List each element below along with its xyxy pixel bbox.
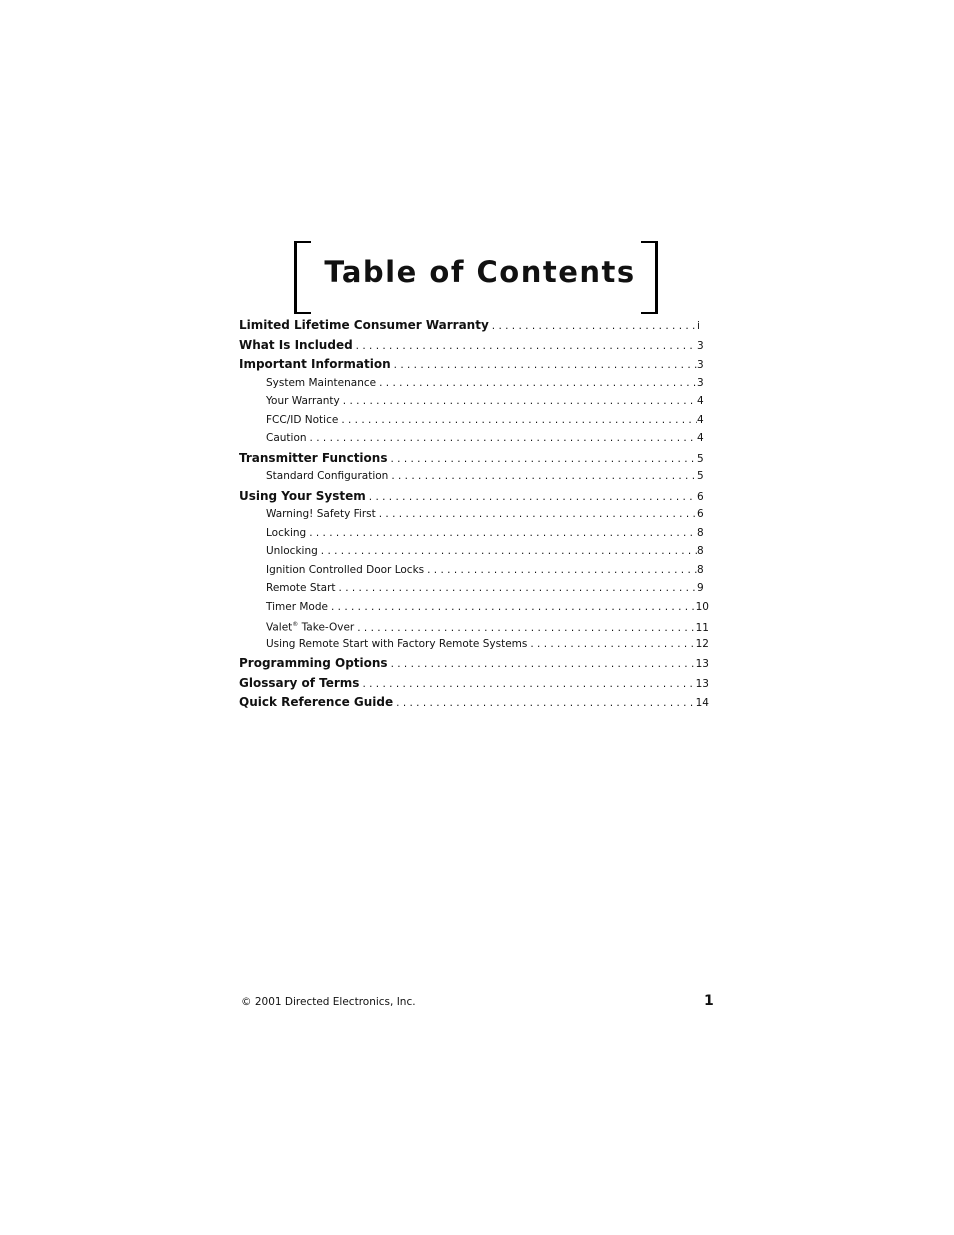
toc-entry[interactable] [239,675,709,692]
toc-entry-page: i [697,320,700,332]
toc-entry-page: 3 [697,377,704,389]
toc-entry-page: 4 [697,395,704,407]
toc-entry-label: Caution [266,432,307,444]
dot-leader [359,676,695,692]
dot-leader [306,525,697,541]
dot-leader [376,375,697,391]
toc-subentry[interactable] [239,430,709,446]
toc-entry[interactable] [239,450,709,467]
dot-leader [388,656,696,672]
toc-entry-page: 11 [695,621,709,634]
copyright-notice: © 2001 Directed Electronics, Inc. [241,996,416,1008]
toc-entry-label: Glossary of Terms [239,676,360,690]
toc-entry-label: Important Information [239,357,391,371]
dot-leader [366,489,697,505]
toc-entry[interactable] [239,694,709,711]
toc-entry-page: 9 [697,582,704,594]
toc-entry-page: 12 [695,638,709,650]
toc-entry-label: Your Warranty [266,395,340,407]
toc-entry[interactable] [239,488,709,505]
toc-entry-page: 6 [697,508,704,520]
toc-subentry[interactable] [239,562,709,578]
toc-subentry[interactable] [239,412,709,428]
toc-entry-label: Locking [266,527,307,539]
dot-leader [336,580,697,596]
registered-mark: ® [292,621,299,628]
dot-leader [424,562,697,578]
toc-entry-label-end: Take-Over [298,621,355,634]
toc-entry[interactable] [239,317,709,334]
dot-leader [391,357,697,373]
toc-entry-page: 13 [695,658,709,670]
dot-leader [376,506,697,522]
toc-entry-page: 5 [697,453,704,465]
toc-entry[interactable] [239,337,709,354]
toc-entry-page: 3 [697,340,704,352]
toc-entry-label: Quick Reference Guide [239,695,394,709]
toc-subentry[interactable] [239,525,709,541]
toc-entry-page: 10 [695,601,709,613]
dot-leader [340,393,697,409]
toc-entry-page: 6 [697,491,704,503]
toc-subentry[interactable] [239,543,709,559]
toc-entry-label: Unlocking [266,545,318,557]
dot-leader [527,636,695,652]
toc-subentry[interactable] [239,393,709,409]
toc-entry-label: What Is Included [239,338,353,352]
toc-entry-label: Using Remote Start with Factory Remote Systems [266,638,528,650]
toc-subentry[interactable] [239,636,709,652]
toc-subentry[interactable] [239,375,709,391]
toc-entry-page: 8 [697,564,704,576]
toc-entry-page: 8 [697,527,704,539]
toc-entry-label-start: Valet [266,621,293,634]
toc-entry-page: 13 [695,678,709,690]
toc-entry-label: Standard Configuration [266,470,389,482]
dot-leader [338,412,697,428]
dot-leader [387,451,697,467]
toc-entry-label: Remote Start [266,582,336,594]
toc-subentry[interactable] [239,506,709,522]
toc-subentry[interactable] [239,468,709,484]
toc-entry-label: Limited Lifetime Consumer Warranty [239,318,489,332]
dot-leader [388,468,697,484]
toc-entry-label: System Maintenance [266,377,377,389]
toc-subentry[interactable] [239,617,709,636]
toc-entry-label: Programming Options [239,656,388,670]
toc-subentry[interactable] [239,599,709,615]
toc-subentry[interactable] [239,580,709,596]
toc-entry-label [266,617,354,636]
dot-leader [328,599,696,615]
toc-entry-page: 4 [697,414,704,426]
dot-leader [353,338,697,354]
dot-leader [393,695,695,711]
dot-leader [354,620,695,636]
toc-entry-page: 5 [697,470,704,482]
toc-entry-page: 4 [697,432,704,444]
toc-entry-page: 8 [697,545,704,557]
toc-entry[interactable] [239,655,709,672]
toc-entry-label: Ignition Controlled Door Locks [266,564,425,576]
toc-entry-page: 3 [697,359,704,371]
toc-entry-label: Timer Mode [266,601,328,613]
toc-entry-label: Warning! Safety First [266,508,376,520]
toc-entry-label: Transmitter Functions [239,451,388,465]
toc-entry-page: 14 [695,697,709,709]
dot-leader [307,430,697,446]
dot-leader [318,543,697,559]
toc-entry[interactable] [239,356,709,373]
page-number: 1 [704,993,714,1009]
page-title: Table of Contents [324,255,636,289]
toc-entry-label: Using Your System [239,489,366,503]
toc-entry-label: FCC/ID Notice [266,414,339,426]
dot-leader [489,318,697,334]
